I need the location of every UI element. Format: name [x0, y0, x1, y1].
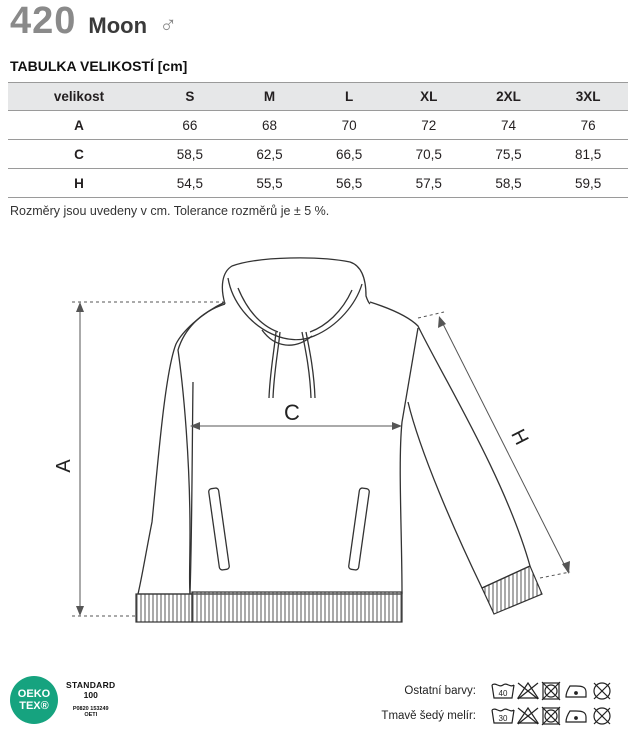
- svg-text:30: 30: [498, 714, 508, 723]
- column-header: 2XL: [469, 83, 549, 111]
- table-cell: 66,5: [309, 140, 389, 169]
- care-icons-row2: [490, 705, 622, 727]
- table-row: [8, 111, 628, 140]
- table-cell: 66: [150, 111, 230, 140]
- left-pocket: [208, 488, 229, 571]
- measure-label-h: H: [506, 425, 533, 449]
- table-cell: 57,5: [389, 169, 469, 198]
- oeko-tex-logo: OEKO TEX®: [10, 676, 58, 724]
- table-cell: 68: [230, 111, 310, 140]
- care-icons-row1: [490, 680, 622, 702]
- size-table: [8, 82, 628, 198]
- left-cuff: [136, 594, 192, 622]
- no-dry-clean-icon: [594, 683, 610, 699]
- size-table-title: TABULKA VELIKOSTÍ [cm]: [10, 58, 188, 74]
- iron-low-icon: [566, 686, 586, 697]
- care-label-other: Ostatní barvy:: [404, 685, 476, 697]
- table-cell: 76: [548, 111, 628, 140]
- table-cell: 70: [309, 111, 389, 140]
- care-label-dark: Tmavě šedý melír:: [381, 710, 476, 722]
- oeko-tex-info: [66, 680, 115, 718]
- table-cell: 56,5: [309, 169, 389, 198]
- iron-low-icon: [566, 711, 586, 722]
- table-cell: 62,5: [230, 140, 310, 169]
- table-row: [8, 140, 628, 169]
- row-label: A: [8, 111, 150, 140]
- column-header: S: [150, 83, 230, 111]
- no-bleach-icon: [518, 708, 538, 724]
- hoodie-diagram: [0, 232, 641, 632]
- drawstring-left: [269, 332, 276, 398]
- right-sleeve: [370, 302, 533, 588]
- svg-text:40: 40: [498, 689, 508, 698]
- measure-label-a: A: [53, 459, 75, 473]
- measure-label-c: C: [284, 400, 300, 425]
- table-cell: 59,5: [548, 169, 628, 198]
- table-cell: 58,5: [469, 169, 549, 198]
- column-header: L: [309, 83, 389, 111]
- column-header: 3XL: [548, 83, 628, 111]
- product-header: [10, 0, 177, 44]
- table-cell: 72: [389, 111, 469, 140]
- table-cell: 74: [469, 111, 549, 140]
- wash-tub-icon: [492, 709, 514, 723]
- column-header: XL: [389, 83, 469, 111]
- no-bleach-icon: [518, 683, 538, 699]
- no-dry-clean-icon: [594, 708, 610, 724]
- hem-band: [192, 592, 402, 622]
- oeko-institute: OETI: [84, 712, 98, 718]
- wash-tub-icon: [492, 684, 514, 698]
- row-label: C: [8, 140, 150, 169]
- measure-line-h: [440, 318, 568, 572]
- oeko-number: 100: [83, 690, 98, 700]
- oeko-standard: STANDARD: [66, 680, 116, 690]
- right-pocket: [348, 488, 369, 571]
- no-tumble-dry-icon: [542, 682, 560, 700]
- table-cell: 81,5: [548, 140, 628, 169]
- table-cell: 58,5: [150, 140, 230, 169]
- table-cell: 54,5: [150, 169, 230, 198]
- no-tumble-dry-icon: [542, 707, 560, 725]
- hood-inner: [228, 278, 362, 340]
- size-table-header-row: [8, 83, 628, 111]
- product-number: 420: [10, 0, 77, 42]
- right-cuff: [482, 566, 542, 614]
- hoodie-body: [178, 304, 418, 594]
- tolerance-note: Rozměry jsou uvedeny v cm. Tolerance rozměrů je ± 5 %.: [10, 204, 330, 218]
- product-name: Moon: [88, 13, 148, 38]
- row-label: H: [8, 169, 150, 198]
- table-cell: 55,5: [230, 169, 310, 198]
- table-cell: 70,5: [389, 140, 469, 169]
- table-row: [8, 169, 628, 198]
- table-cell: 75,5: [469, 140, 549, 169]
- drawstring-right: [302, 332, 311, 398]
- column-header: velikost: [8, 83, 150, 111]
- column-header: M: [230, 83, 310, 111]
- male-gender-icon: ♂: [159, 12, 178, 39]
- oeko-code: P0820 153249: [72, 706, 109, 712]
- left-sleeve: [138, 302, 225, 594]
